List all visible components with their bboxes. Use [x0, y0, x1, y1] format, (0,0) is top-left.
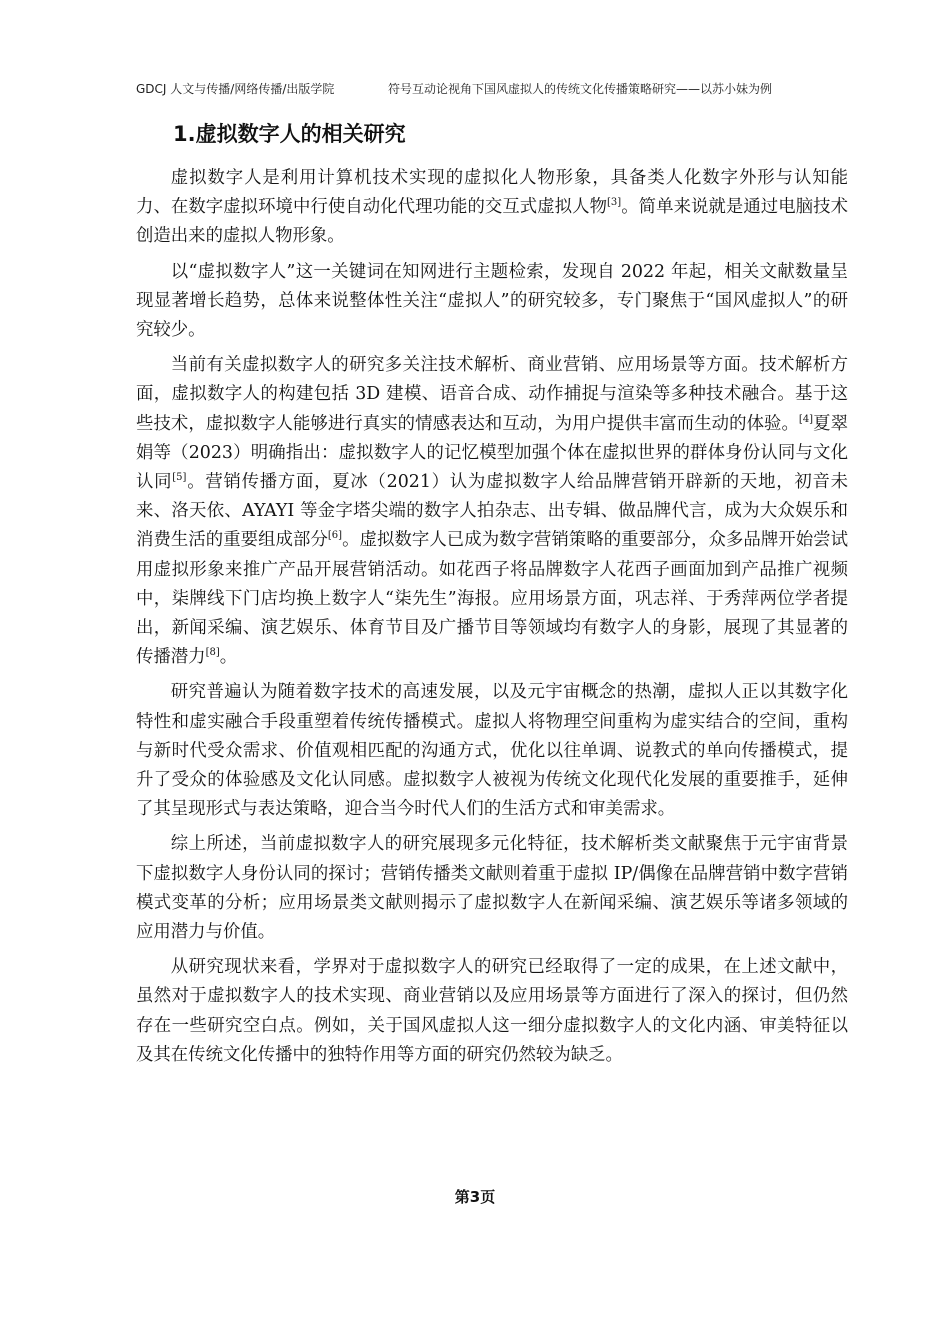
paragraph-text: 以“虚拟数字人”这一关键词在知网进行主题检索，发现自 2022 年起，相关文献数量呈现显著增长趋势，总体来说整体性关注“虚拟人”的研究较多，专门聚焦于“国风虚拟人”的研究较少。: [136, 261, 848, 341]
paragraph-text: 当前有关虚拟数字人的研究多关注技术解析、商业营销、应用场景等方面。技术解析方面，虚拟数字人的构建包括 3D 建模、语音合成、动作捕捉与渲染等多种技术融合。基于这些技术，虚拟数字人能够进行真实的情感表达和互动，为用户提供丰富而生动的体验。: [136, 355, 848, 434]
paragraph-text: 。简单来说就是通过电脑技术创造出来的虚拟人物形象。: [136, 197, 848, 247]
citation-marker: [8]: [205, 647, 220, 659]
citation-marker: [5]: [172, 472, 187, 484]
body-paragraph: [136, 164, 848, 252]
paragraph-text: 。: [219, 647, 238, 668]
body-paragraph: [136, 678, 848, 824]
running-header: [136, 80, 836, 98]
paragraph-text: 研究普遍认为随着数字技术的高速发展，以及元宇宙概念的热潮，虚拟人正以其数字化特性和虚实融合手段重塑着传统传播模式。虚拟人将物理空间重构为虚实结合的空间，重构与新时代受众需求、价值观相匹配的沟通方式，优化以往单调、说教式的单向传播模式，提升了受众的体验感及文化认同感。虚拟数字人被视为传统文化现代化发展的重要推手，延伸了其呈现形式与表达策略，迎合当今时代人们的生活方式和审美需求。: [136, 682, 848, 820]
paragraph-text: 夏翠娟等（2023）明确指出：虚拟数字人的记忆模型加强个体在虚拟世界的群体身份认同与文化认同: [136, 413, 848, 493]
paragraph-text: 从研究现状来看，学界对于虚拟数字人的研究已经取得了一定的成果，在上述文献中，虽然对于虚拟数字人的技术实现、商业营销以及应用场景等方面进行了深入的探讨，但仍然存在一些研究空白点。例如，关于国风虚拟人这一细分虚拟数字人的文化内涵、审美特征以及其在传统文化传播中的独特作用等方面的研究仍然较为缺乏。: [136, 957, 848, 1065]
paragraph-text: 。营销传播方面，夏冰（2021）认为虚拟数字人给品牌营销开辟新的天地，初音未来、洛天依、AYAYI 等金字塔尖端的数字人拍杂志、出专辑、做品牌代言，成为大众娱乐和消费生活的重要组成部分: [136, 472, 848, 551]
body-paragraph: [136, 258, 848, 346]
body-paragraph: [136, 351, 848, 672]
paragraph-text: 。虚拟数字人已成为数字营销策略的重要部分，众多品牌开始尝试用虚拟形象来推广产品开展营销活动。如花西子将品牌数字人花西子画面加到产品推广视频中，柒牌线下门店均换上数字人“柒先生”海报。应用场景方面，巩志祥、于秀萍两位学者提出，新闻采编、演艺娱乐、体育节目及广播节目等领域均有数字人的身影，展现了其显著的传播潜力: [136, 530, 848, 668]
paragraph-text: 虚拟数字人是利用计算机技术实现的虚拟化人物形象，具备类人化数字外形与认知能力、在数字虚拟环境中行使自动化代理功能的交互式虚拟人物: [136, 168, 848, 218]
citation-marker: [4]: [798, 413, 814, 425]
paragraph-text: 综上所述，当前虚拟数字人的研究展现多元化特征，技术解析类文献聚焦于元宇宙背景下虚拟数字人身份认同的探讨；营销传播类文献则着重于虚拟 IP/偶像在品牌营销中数字营销模式变革的分析；应用场景类文献则揭示了虚拟数字人在新闻采编、演艺娱乐等诸多领域的应用潜力与价值。: [136, 834, 848, 943]
citation-marker: [6]: [327, 530, 343, 542]
citation-marker: [3]: [607, 197, 622, 209]
body-paragraph: [136, 830, 848, 947]
page-number: 第3页: [454, 1188, 496, 1206]
body-text: [136, 164, 848, 1076]
header-institution: GDCJ 人文与传播/网络传播/出版学院: [136, 82, 335, 96]
header-paper-title: 符号互动论视角下国风虚拟人的传统文化传播策略研究——以苏小妹为例: [388, 82, 773, 96]
section-title: 1.虚拟数字人的相关研究: [173, 122, 406, 146]
body-paragraph: [136, 953, 848, 1070]
